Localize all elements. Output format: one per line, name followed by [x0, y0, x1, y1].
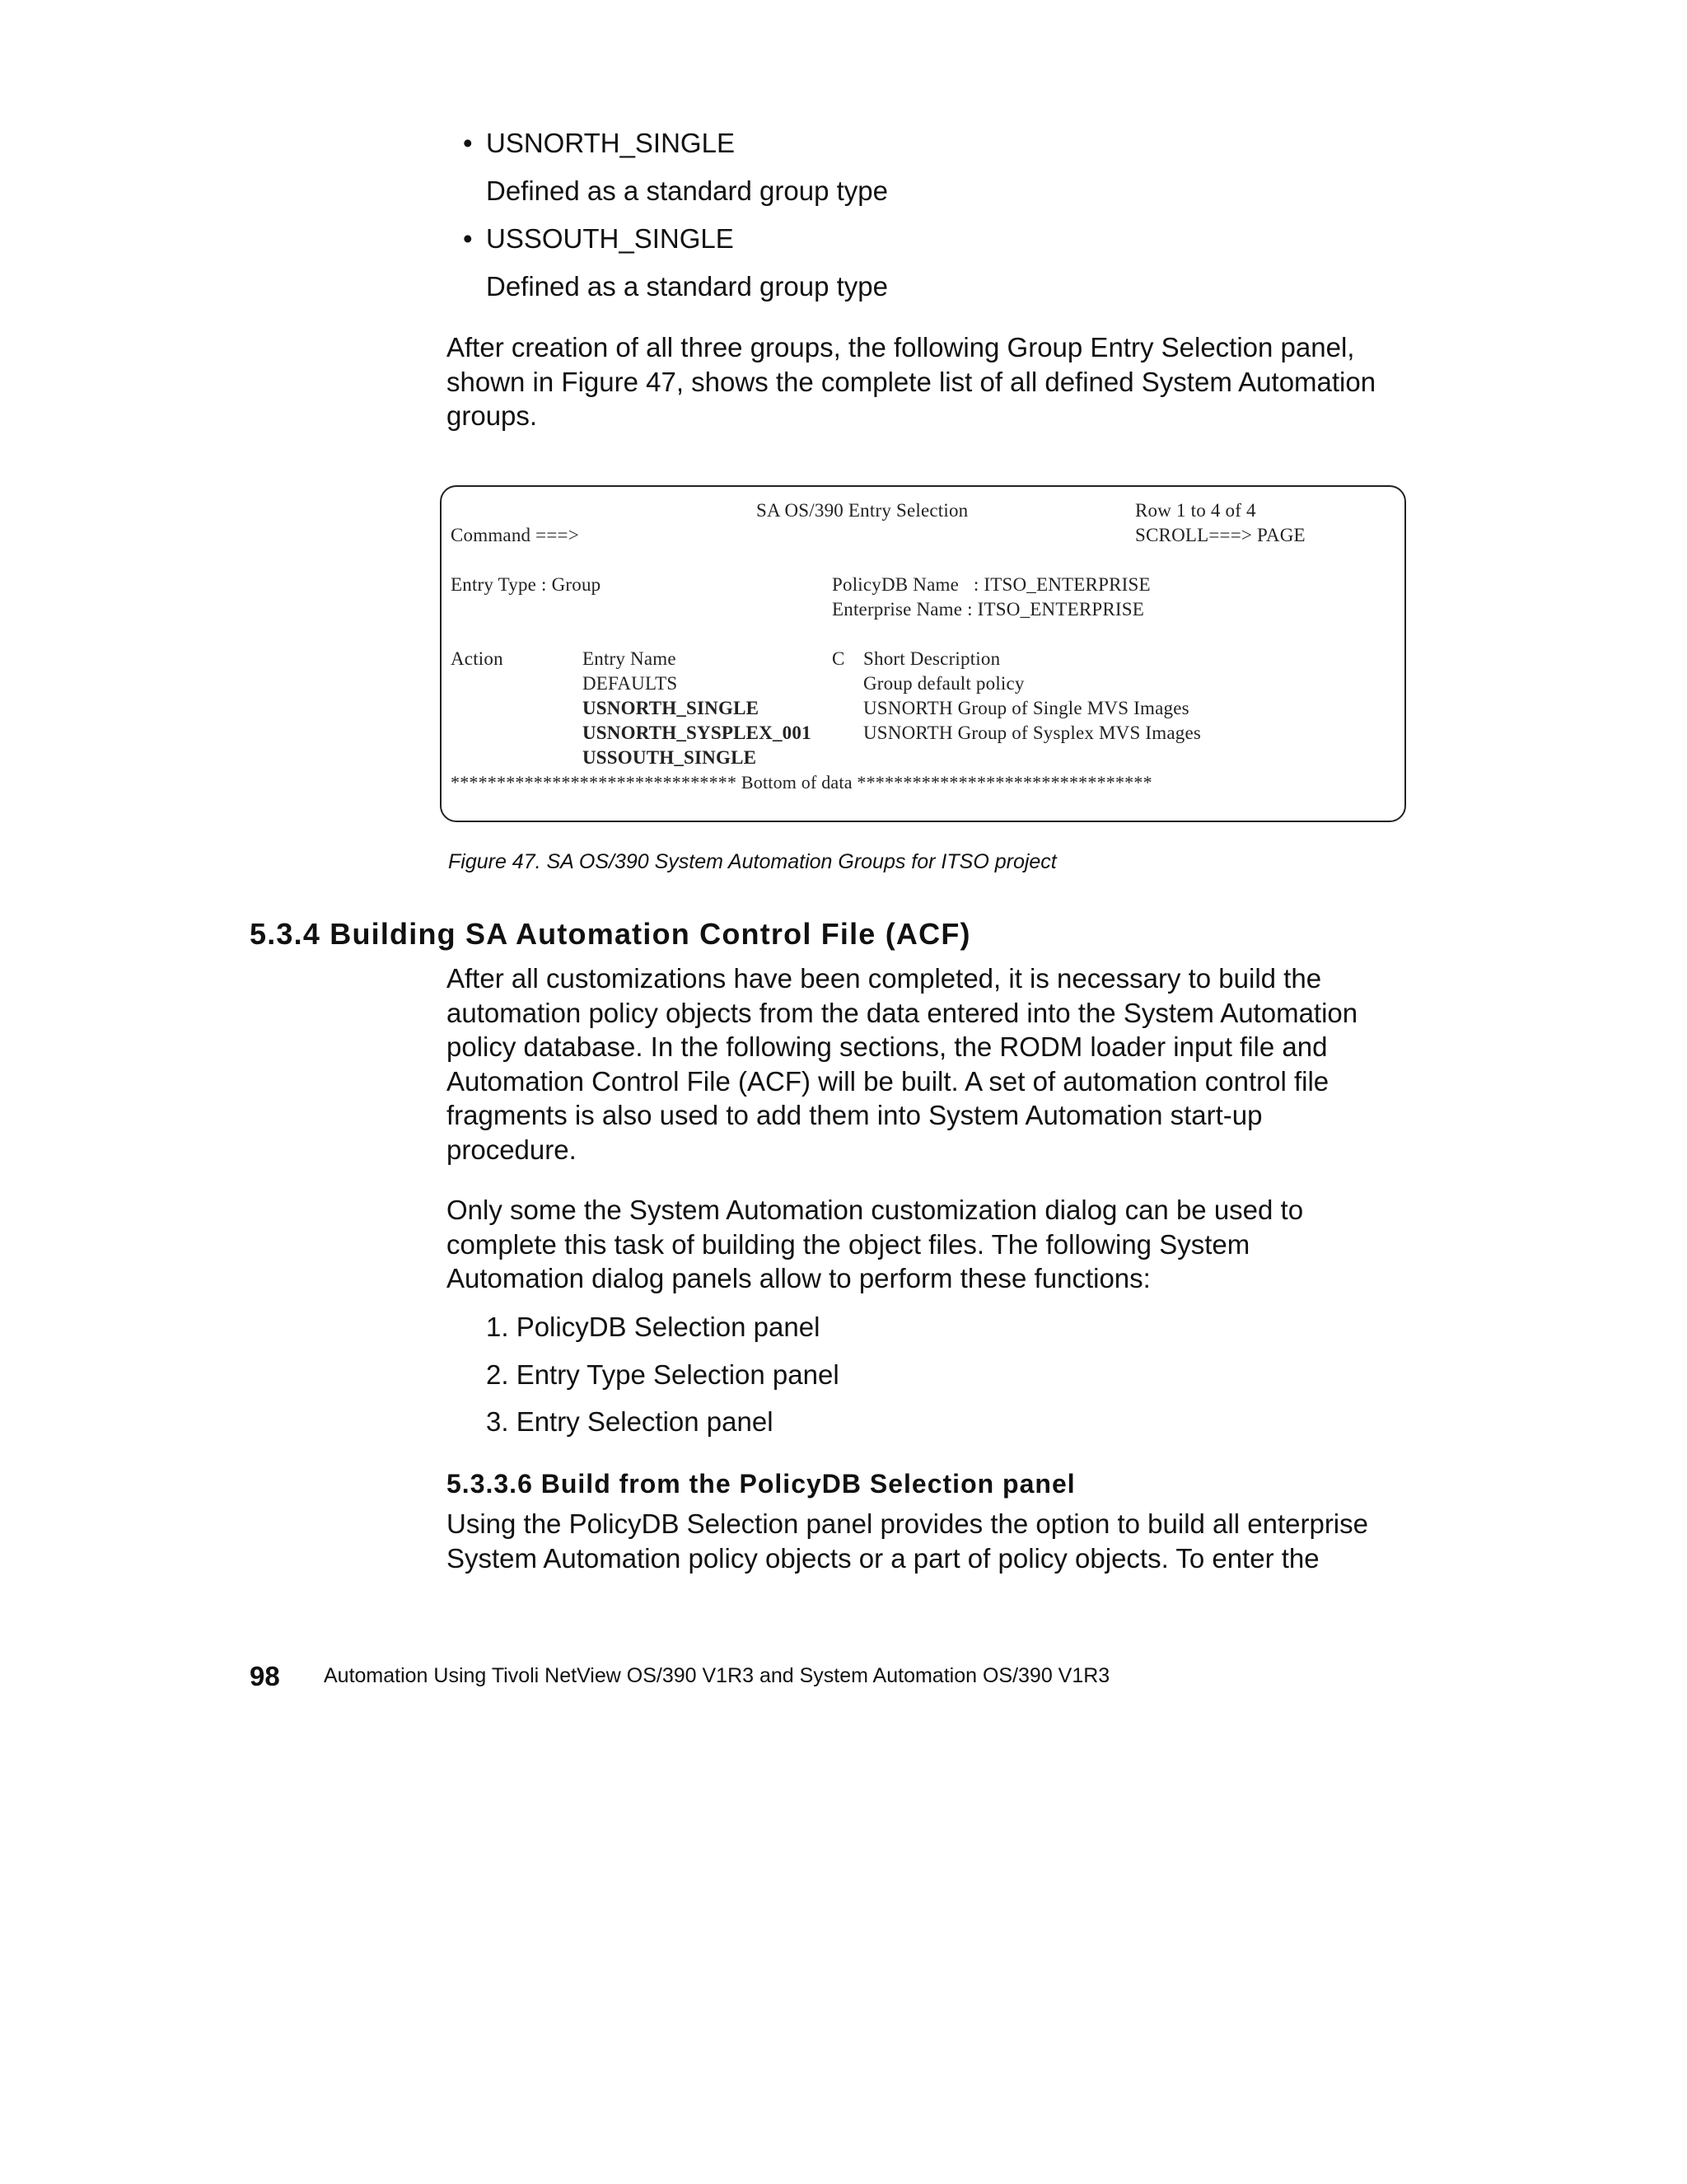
panel-title: SA OS/390 Entry Selection: [756, 500, 969, 521]
panel-col-entry-name: Entry Name: [582, 648, 676, 669]
intro-paragraph: [446, 330, 1376, 433]
panel-row-entry-name: USSOUTH_SINGLE: [582, 747, 757, 768]
panel-row-entry-name: USNORTH_SYSPLEX_001: [582, 723, 811, 743]
text-line: Automation Control File (ACF) will be built. A set of automation control file: [446, 1065, 1330, 1097]
panel-policydb-name: PolicyDB Name : ITSO_ENTERPRISE: [832, 574, 1151, 595]
text-line: complete this task of building the object files. The following System: [446, 1228, 1250, 1260]
text-line: After creation of all three groups, the following Group Entry Selection panel,: [446, 332, 1355, 362]
text-line: Only some the System Automation customization dialog can be used to: [446, 1195, 1304, 1225]
page-number: 98: [250, 1661, 280, 1691]
bullet-title: USSOUTH_SINGLE: [486, 223, 734, 254]
panel-entry-type: Entry Type : Group: [451, 574, 601, 595]
numbered-list-item: 1. PolicyDB Selection panel: [486, 1312, 820, 1342]
paragraph: [446, 1193, 1303, 1296]
paragraph: [446, 1507, 1368, 1575]
panel-enterprise-name: Enterprise Name : ITSO_ENTERPRISE: [832, 599, 1145, 620]
text-line: Automation dialog panels allow to perform these functions:: [446, 1263, 1151, 1293]
bullet-title: USNORTH_SINGLE: [486, 128, 735, 158]
text-line: System Automation policy objects or a part of policy objects. To enter the: [446, 1542, 1320, 1574]
panel-row-description: USNORTH Group of Single MVS Images: [863, 698, 1189, 718]
panel-scroll: SCROLL===> PAGE: [1135, 525, 1306, 545]
paragraph: [446, 961, 1358, 1167]
panel-row-description: Group default policy: [863, 673, 1025, 694]
text-line: fragments is also used to add them into System Automation start-up: [446, 1100, 1263, 1130]
numbered-list-item: 3. Entry Selection panel: [486, 1406, 773, 1437]
panel-col-action: Action: [451, 648, 503, 669]
panel-row-description: USNORTH Group of Sysplex MVS Images: [863, 723, 1202, 743]
bullet-description: Defined as a standard group type: [486, 271, 888, 302]
panel-row-entry-name: USNORTH_SINGLE: [582, 698, 759, 718]
panel-bottom-of-data: ******************************* Bottom of data ********************************: [451, 772, 1152, 793]
panel-row-entry-name: DEFAULTS: [582, 673, 678, 694]
text-line: After all customizations have been completed, it is necessary to build the: [446, 963, 1322, 994]
text-line: procedure.: [446, 1134, 577, 1165]
bullet-marker: •: [463, 223, 473, 254]
text-line: groups.: [446, 400, 538, 431]
numbered-list-item: 2. Entry Type Selection panel: [486, 1359, 839, 1390]
text-line: shown in Figure 47, shows the complete list of all defined System Automation: [446, 366, 1376, 397]
running-footer-title: Automation Using Tivoli NetView OS/390 V1R3 and System Automation OS/390 V1R3: [324, 1664, 1110, 1687]
panel-command-line: Command ===>: [451, 525, 579, 545]
bullet-description: Defined as a standard group type: [486, 175, 888, 206]
section-heading: 5.3.4 Building SA Automation Control File (ACF): [250, 917, 971, 951]
figure-caption: Figure 47. SA OS/390 System Automation Groups for ITSO project: [448, 850, 1057, 873]
panel-col-c: C: [832, 648, 845, 669]
panel-row-info: Row 1 to 4 of 4: [1135, 500, 1256, 521]
text-line: automation policy objects from the data entered into the System Automation: [446, 997, 1358, 1028]
subsection-heading: 5.3.3.6 Build from the PolicyDB Selection panel: [446, 1469, 1076, 1499]
text-line: Using the PolicyDB Selection panel provides the option to build all enterprise: [446, 1508, 1368, 1539]
text-line: policy database. In the following sections, the RODM loader input file and: [446, 1031, 1328, 1062]
bullet-marker: •: [463, 128, 473, 158]
panel-col-short-description: Short Description: [863, 648, 1001, 669]
